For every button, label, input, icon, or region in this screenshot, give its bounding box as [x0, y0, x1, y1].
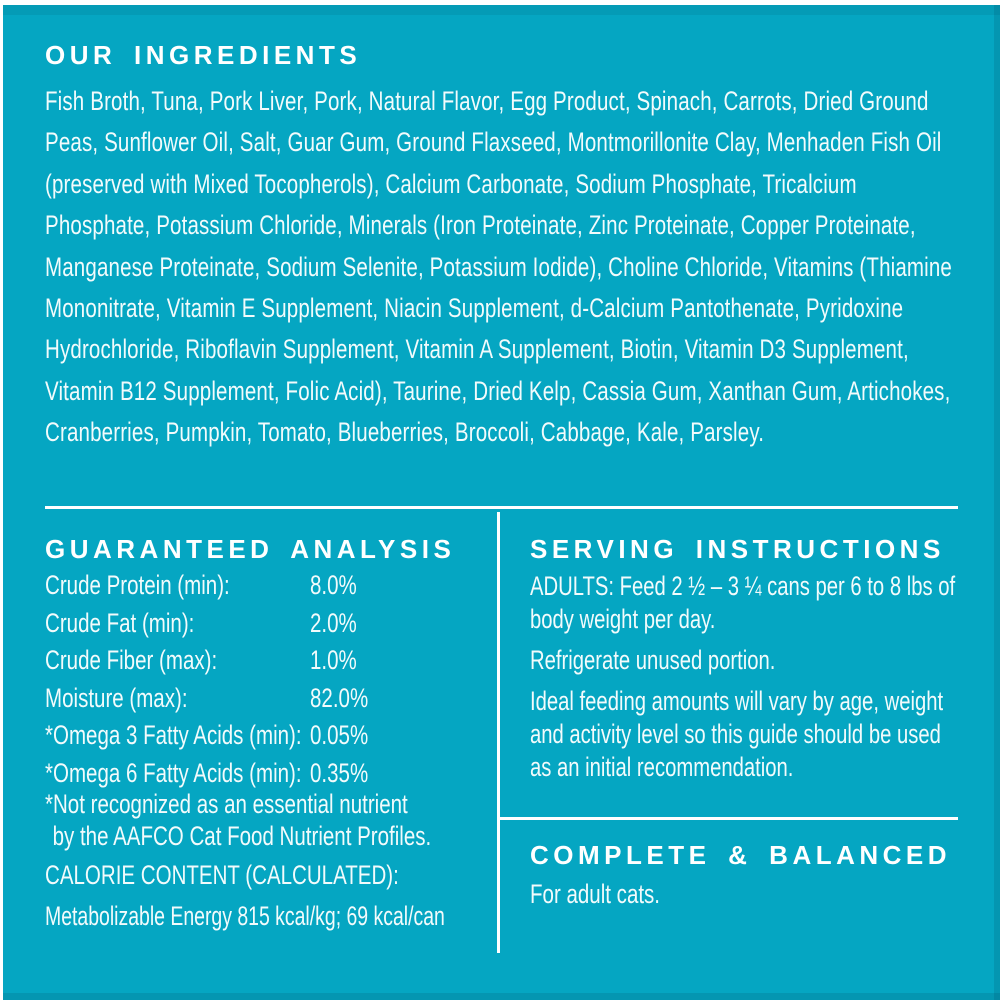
table-row	[45, 645, 495, 683]
serving-paragraph-refrigerate: Refrigerate unused portion.	[530, 645, 776, 675]
horizontal-divider-top	[45, 506, 958, 509]
nutrient-value: 82.0%	[310, 682, 369, 713]
table-row	[45, 608, 495, 646]
footnote-line: *Not recognized as an essential nutrient	[45, 789, 408, 819]
nutrient-name: *Omega 3 Fatty Acids (min):	[45, 720, 302, 751]
guaranteed-analysis-section-title: GUARANTEED ANALYSIS	[45, 534, 456, 564]
guaranteed-analysis-table	[45, 570, 495, 796]
complete-balanced-text: For adult cats.	[530, 879, 661, 909]
footnote-line: by the AAFCO Cat Food Nutrient Profiles.	[52, 821, 432, 852]
aafco-footnote	[45, 788, 431, 853]
calorie-content-heading: CALORIE CONTENT (CALCULATED):	[45, 860, 399, 890]
table-row	[45, 720, 495, 758]
vertical-column-divider	[497, 512, 500, 953]
calorie-content-value: Metabolizable Energy 815 kcal/kg; 69 kcal/can	[45, 901, 445, 931]
serving-instructions-section-title: SERVING INSTRUCTIONS	[530, 534, 945, 564]
nutrient-value: 8.0%	[310, 570, 357, 600]
table-row	[45, 570, 495, 608]
serving-paragraph-ideal-feeding: Ideal feeding amounts will vary by age, weight and activity level so this guide should be used as an initial recommendation.	[530, 686, 944, 782]
nutrient-name: Crude Protein (min):	[45, 570, 230, 600]
ingredients-list-text: Fish Broth, Tuna, Pork Liver, Pork, Natural Flavor, Egg Product, Spinach, Carrots, Dried Ground Peas, Sunflower Oil, Salt, Guar Gum, Ground Flaxseed, Montmorillonite Clay, Menhaden Fish Oil (preserved with Mixed Tocopherols), Calcium Carbonate, Sodium Phosphate, Tricalcium Phosphate, Potassium Chloride, Minerals (Iron Proteinate, Zinc Proteinate, Copper Proteinate, Manganese Proteinate, Sodium Selenite, Potassium Iodide), Choline Chloride, Vitamins (Thiamine Mononitrate, Vitamin E Supplement, Niacin Supplement, d-Calcium Pantothenate, Pyridoxine Hydrochloride, Riboflavin Supplement, Vitamin A Supplement, Biotin, Vitamin D3 Supplement, Vitamin B12 Supplement, Folic Acid), Taurine, Dried Kelp, Cassia Gum, Xanthan Gum, Artichokes, Cranberries, Pumpkin, Tomato, Blueberries, Broccoli, Cabbage, Kale, Parsley.	[45, 86, 953, 448]
nutrient-name: *Omega 6 Fatty Acids (min):	[45, 757, 302, 788]
table-row	[45, 683, 495, 721]
pet-food-label-panel	[3, 5, 1000, 1000]
nutrient-value: 2.0%	[310, 607, 357, 638]
ingredients-section-title: OUR INGREDIENTS	[45, 40, 362, 70]
serving-paragraph-adults: ADULTS: Feed 2 ½ – 3 ¼ cans per 6 to 8 lbs of body weight per day.	[530, 571, 956, 634]
nutrient-value: 0.35%	[310, 757, 369, 788]
nutrient-name: Moisture (max):	[45, 682, 188, 713]
nutrient-value: 0.05%	[310, 720, 369, 751]
nutrient-name: Crude Fat (min):	[45, 607, 195, 638]
nutrient-value: 1.0%	[310, 645, 357, 676]
horizontal-divider-complete-balanced	[497, 817, 958, 820]
serving-instructions-text	[530, 570, 965, 792]
complete-balanced-section-title: COMPLETE & BALANCED	[530, 840, 952, 870]
nutrient-name: Crude Fiber (max):	[45, 645, 218, 676]
